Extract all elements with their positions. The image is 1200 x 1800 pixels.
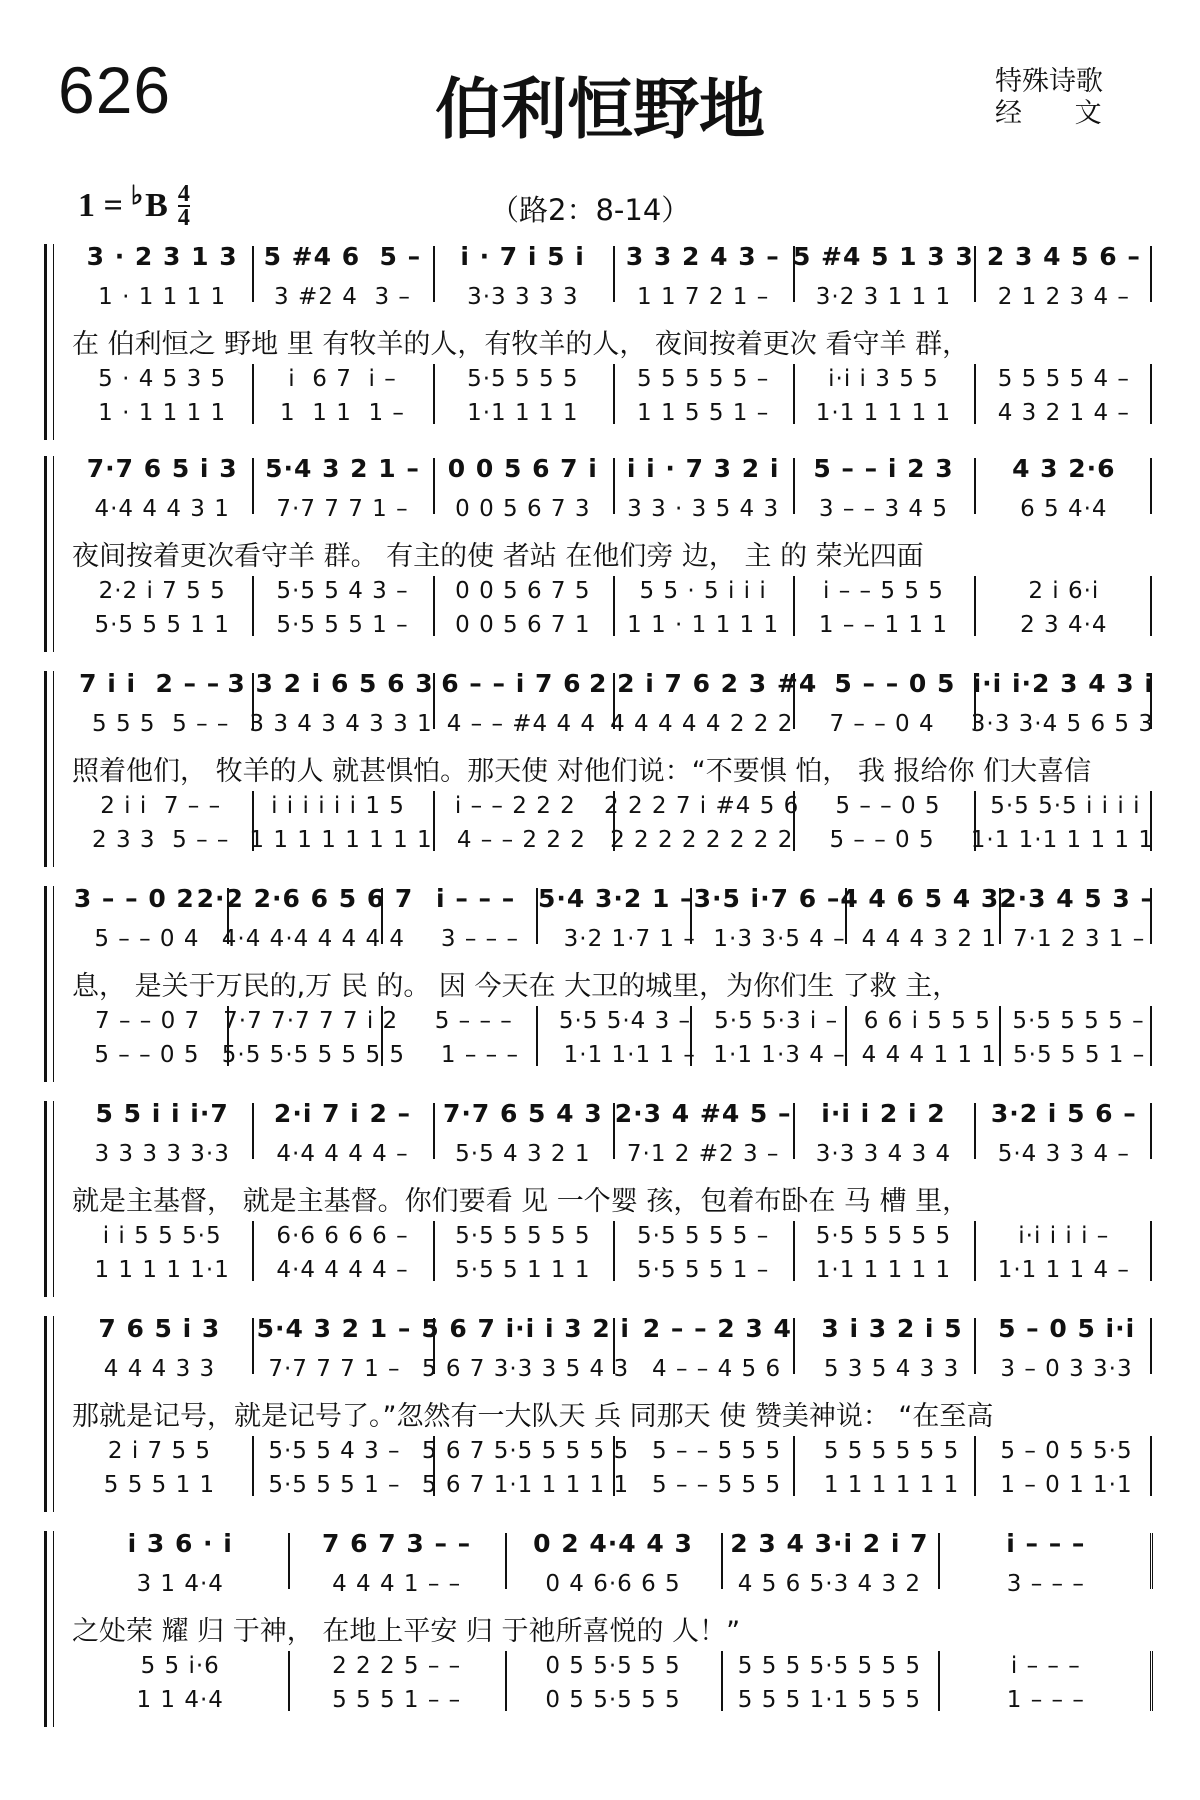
measure: 3 – – 3 4 5: [818, 496, 949, 522]
measure: 5·4 3 3 4 –: [997, 1141, 1130, 1167]
measure: 3 – 0 3 3·3: [1000, 1356, 1133, 1382]
bass-line: [72, 1687, 1154, 1717]
measure: 0 0 5 6 7 5: [455, 578, 591, 604]
time-signature: [178, 183, 190, 229]
measure: i·i i·2 3 4 3 i: [972, 669, 1154, 698]
measure: 5·5 5 5 1 –: [1013, 1042, 1146, 1068]
bar-line: [613, 673, 615, 729]
measure: 5 – – 0 5: [94, 1042, 200, 1068]
measure: 2 3 4 5 6 –: [986, 242, 1141, 271]
measure: 0 0 5 6 7 1: [455, 612, 591, 638]
bar-line: [793, 364, 795, 424]
measure: 1 – 0 1 1·1: [1000, 1472, 1133, 1498]
measure: 1 1 5 5 1 –: [637, 400, 770, 426]
measure: 4 – – 2 2 2: [456, 827, 586, 853]
measure: i·i i i i –: [1018, 1223, 1110, 1249]
measure: 4·4 4 4 4 –: [276, 1257, 409, 1283]
measure: i·i i 3 5 5: [828, 366, 939, 392]
measure: 3 3 3 3 3·3: [94, 1141, 230, 1167]
hymn-title: 伯利恒野地: [435, 71, 765, 148]
measure: 2 3 4 3·i 2 i 7: [730, 1529, 929, 1558]
measure: 4 4 4 3 2 1: [861, 926, 998, 952]
bass-line: [72, 1042, 1154, 1072]
bar-line: [252, 246, 254, 302]
measure: 3·2 1·7 1 –: [563, 926, 696, 952]
bar-line: [613, 246, 615, 302]
measure: 5·5 5·4 3 –: [558, 1008, 692, 1034]
key-prefix: 1 =: [78, 187, 123, 224]
tenor-line: [72, 1008, 1154, 1038]
measure: 1·1 1·3 4 –: [713, 1042, 846, 1068]
measure: 6 – – i 7 6: [441, 669, 582, 698]
system-brace: [44, 456, 61, 652]
measure: 2·i 7 i 2 –: [273, 1099, 412, 1128]
measure: i 6 7 i –: [288, 366, 397, 392]
measure: 3·3 3 3 3: [467, 284, 579, 310]
bar-line: [1150, 1103, 1152, 1159]
bar-line: [1150, 364, 1152, 424]
measure: 5·5 4 3 2 1: [455, 1141, 591, 1167]
bar-line: [613, 1103, 615, 1159]
measure: 7 6 7 3 – –: [322, 1529, 472, 1558]
bar-line: [252, 1436, 254, 1496]
measure: 5·5 5 5 5 5: [815, 1223, 952, 1249]
measure: 2 i i 7 – –: [100, 793, 222, 819]
measure: 2 i 7 5 5: [107, 1438, 212, 1464]
measure: 5 #4 6 5 –: [263, 242, 422, 271]
measure: 7 i i 2 – –: [79, 669, 221, 698]
measure: 2 i 6·i: [1028, 578, 1100, 604]
bar-line: [1150, 458, 1152, 514]
measure: 1 · 1 1 1 1: [98, 284, 227, 310]
measure: 5·5 5 5 1 –: [637, 1257, 770, 1283]
measure: i·i i 2 i 2: [821, 1099, 946, 1128]
bar-line: [690, 1006, 692, 1066]
measure: 1 · 1 1 1 1: [98, 400, 227, 426]
bar-line: [793, 791, 795, 851]
bar-line: [1150, 576, 1152, 636]
bar-line: [938, 1533, 940, 1589]
measure: 1 – – –: [440, 1042, 519, 1068]
category-line-2: 经 文: [995, 98, 1124, 129]
measure: i i · 7 3 2 i: [626, 454, 780, 483]
measure: 5·5 5 5 1 –: [268, 1472, 401, 1498]
bar-line: [252, 458, 254, 514]
measure: 1·3 3·5 4 –: [713, 926, 846, 952]
measure: 5 – 0 5 5·5: [1000, 1438, 1133, 1464]
measure: 3·3 3·4 5 6 5 3: [970, 711, 1155, 737]
score-system: [44, 450, 1154, 652]
tenor-line: [72, 1653, 1154, 1683]
score-system: [44, 1525, 1154, 1727]
measure: 7 – – 0 7: [95, 1008, 201, 1034]
measure: 1 – – 1 1 1: [818, 612, 949, 638]
measure: 3 1 4·4: [136, 1571, 224, 1597]
alto-line: [72, 1571, 1154, 1601]
system-brace: [44, 671, 61, 867]
bar-line: [845, 1006, 847, 1066]
measure: 5 5 5 5 4 –: [997, 366, 1130, 392]
measure: 3·3 3 4 3 4: [815, 1141, 952, 1167]
measure: 5 – – i 2 3: [813, 454, 954, 483]
measure: 1·1 1 1 1: [467, 400, 579, 426]
time-top: 4: [177, 181, 190, 207]
measure: 0 5 5·5 5 5: [545, 1653, 681, 1679]
bar-line: [974, 364, 976, 424]
bar-line: [433, 576, 435, 636]
measure: 5 5 i·6: [140, 1653, 220, 1679]
measure: i – – –: [1010, 1653, 1081, 1679]
bar-line: [252, 791, 254, 851]
flat-icon: ♭: [130, 181, 144, 210]
measure: 5 · 4 5 3 5: [98, 366, 227, 392]
measure: 4 4 4 3 3: [103, 1356, 216, 1382]
score-system: [44, 1095, 1154, 1297]
system-brace: [44, 1316, 61, 1512]
measure: 0 0 5 6 7 i: [447, 454, 598, 483]
score-system: [44, 1310, 1154, 1512]
measure: 0 5 5·5 5 5: [545, 1687, 681, 1713]
bar-line: [613, 576, 615, 636]
measure: 4 – – 4 5 6: [652, 1356, 782, 1382]
bar-line: [505, 1533, 507, 1589]
measure: 4 3 2 1 4 –: [997, 400, 1130, 426]
bar-line: [613, 1436, 615, 1496]
measure: 1 1 1 1 –: [280, 400, 405, 426]
bar-line: [433, 791, 435, 851]
measure: 6 5 4·4: [1020, 496, 1108, 522]
bar-line: [721, 1651, 723, 1711]
measure: 7 – – 0 4: [829, 711, 935, 737]
measure: i i 5 5 5·5: [102, 1223, 222, 1249]
bar-line: [1150, 673, 1152, 729]
measure: 1 – – –: [1006, 1687, 1085, 1713]
measure: 2 – – 2 3 4: [642, 1314, 792, 1343]
bar-line: [381, 888, 383, 944]
measure: 4·4 4 4 3 1: [94, 496, 230, 522]
score-system: [44, 880, 1154, 1082]
bar-line: [252, 673, 254, 729]
measure: 5 3 5 4 3 3: [823, 1356, 960, 1382]
measure: 5·5 5 5 5 –: [637, 1223, 770, 1249]
bar-line: [793, 458, 795, 514]
bar-line: [793, 1436, 795, 1496]
measure: 2 2 i 7 6 2 3 #4: [589, 669, 818, 698]
measure: 5·5 5 5 5: [467, 366, 579, 392]
measure: 0 2 4·4 4 3: [533, 1529, 693, 1558]
measure: 5 5 5 1 1: [103, 1472, 216, 1498]
measure: 2 3 3 5 – –: [92, 827, 230, 853]
bar-line: [613, 458, 615, 514]
bar-line: [974, 1436, 976, 1496]
measure: 3·2 i 5 6 –: [990, 1099, 1137, 1128]
measure: 7·1 2 3 1 –: [1013, 926, 1146, 952]
bar-line: [1150, 1533, 1159, 1589]
bar-line: [1150, 1436, 1152, 1496]
bar-line: [288, 1533, 290, 1589]
system-brace: [44, 886, 61, 1082]
bar-line: [433, 364, 435, 424]
measure: 5·4 3·2 1 –: [537, 884, 694, 913]
bar-line: [252, 1318, 254, 1374]
measure: 5 – – 0 5: [835, 793, 941, 819]
bar-line: [613, 791, 615, 851]
measure: 1·1 1·1 1 –: [563, 1042, 696, 1068]
measure: 3·2 3 1 1 1: [815, 284, 952, 310]
measure: 5 5 5 5 – –: [92, 711, 230, 737]
measure: i 3 6 · i: [127, 1529, 233, 1558]
measure: i – – 2 2 2: [454, 793, 576, 819]
measure: 5 5 5 5·5 5 5 5: [737, 1653, 922, 1679]
measure: 7·7 7·7 7 7 i 2: [223, 1008, 399, 1034]
bar-line: [433, 673, 435, 729]
bar-line: [1150, 791, 1152, 851]
measure: 5·5 5·5 i i i i: [990, 793, 1141, 819]
measure: 3 #2 4 3 –: [274, 284, 411, 310]
measure: 4 4 4 1 1 1: [861, 1042, 998, 1068]
bar-line: [227, 1006, 229, 1066]
lyrics-line: 在 伯利恒之 野地 里 有牧羊的人，有牧羊的人， 夜间按着更次 看守羊 群，: [72, 329, 970, 360]
measure: 3 – – 0 2: [73, 884, 195, 913]
measure: 3 3 4 3 4 3 3 1: [249, 711, 433, 737]
bar-line: [613, 1318, 615, 1374]
measure: 2 1 2 3 4 –: [997, 284, 1130, 310]
measure: 0 0 5 6 7 3: [455, 496, 591, 522]
key-signature: [78, 183, 190, 229]
measure: 2·2 2·6 6 5 6 7: [196, 884, 414, 913]
key-note: B: [145, 187, 168, 224]
bar-line: [974, 791, 976, 851]
bar-line: [690, 888, 692, 944]
measure: 2 2 2 5 – –: [332, 1653, 462, 1679]
bar-line: [721, 1533, 723, 1589]
lyrics-line: 那就是记号，就是记号了。”忽然有一大队天 兵 同那天 使 赞美神说： “在至高: [72, 1401, 994, 1432]
bar-line: [938, 1651, 940, 1711]
measure: 5·5 5 5 1 1: [94, 612, 230, 638]
measure: 5 – – –: [434, 1008, 513, 1034]
bar-line: [433, 246, 435, 302]
measure: 5·4 3 2 1 –: [256, 1314, 412, 1343]
measure: 4 5 6 5·3 4 3 2: [737, 1571, 922, 1597]
measure: 5 5 5 5 5 –: [637, 366, 770, 392]
alto-line: [72, 926, 1154, 956]
scripture-reference: （路2：8-14）: [490, 193, 691, 227]
measure: 3 3 2 4 3 –: [625, 242, 780, 271]
bar-line: [999, 1006, 1001, 1066]
measure: 1 1 1 1 1 1 1 1: [249, 827, 433, 853]
measure: 5 6 7 1·1 1 1 1 1: [421, 1472, 630, 1498]
measure: 1·1 1 1 4 –: [997, 1257, 1130, 1283]
measure: i – – –: [1006, 1529, 1086, 1558]
measure: 3 i 3 2 i 5: [821, 1314, 963, 1343]
measure: 2 2 2 7 i #4 5 6: [604, 793, 800, 819]
bar-line: [974, 576, 976, 636]
measure: i – – –: [436, 884, 516, 913]
time-bottom: 4: [177, 205, 190, 231]
measure: 5 6 7 5·5 5 5 5 5: [421, 1438, 630, 1464]
measure: 1 1 · 1 1 1 1: [627, 612, 780, 638]
bar-line: [974, 458, 976, 514]
system-brace: [44, 1531, 61, 1727]
measure: 1·1 1 1 1 1: [815, 1257, 952, 1283]
measure: 5 5 i i i·7: [95, 1099, 229, 1128]
bar-line: [974, 1318, 976, 1374]
measure: 7·7 6 5 4 3: [442, 1099, 603, 1128]
measure: 5 – – 0 5: [834, 669, 956, 698]
measure: 4 4 6 5 4 3: [840, 884, 1000, 913]
bar-line: [974, 1103, 976, 1159]
bar-line: [505, 1651, 507, 1711]
measure: 6 6 i 5 5 5: [863, 1008, 991, 1034]
measure: 5 – – 5 5 5: [652, 1438, 782, 1464]
measure: 1 1 1 1 1·1: [94, 1257, 230, 1283]
system-brace: [44, 1101, 61, 1297]
lyrics-line: 之处荣 耀 归 于神， 在地上平安 归 于祂所喜悦的 人！”: [72, 1616, 741, 1647]
measure: 5 5 5 5 5 5: [823, 1438, 960, 1464]
measure: 5 5 5 1 – –: [332, 1687, 462, 1713]
measure: 6·6 6 6 6 –: [276, 1223, 409, 1249]
bar-line: [793, 246, 795, 302]
lyrics-line: 夜间按着更次看守羊 群。 有主的使 者站 在他们旁 边， 主 的 荣光四面: [72, 541, 924, 572]
measure: 5·5 5 1 1 1: [455, 1257, 591, 1283]
hymn-category: [995, 66, 1125, 130]
measure: 5 – – 0 4: [94, 926, 200, 952]
soprano-line: [72, 884, 1154, 914]
bar-line: [288, 1651, 290, 1711]
measure: 5·5 5·5 5 5 5 5: [221, 1042, 406, 1068]
bar-line: [1150, 1318, 1152, 1374]
measure: 5·5 5 4 3 –: [268, 1438, 401, 1464]
bar-line: [227, 888, 229, 944]
measure: 7·7 6 5 i 3: [86, 454, 238, 483]
bar-line: [1150, 1006, 1152, 1066]
hymn-number: 626: [58, 53, 172, 127]
bar-line: [793, 1103, 795, 1159]
lyrics-line: 息， 是关于万民的,万 民 的。 因 今天在 大卫的城里，为你们生 了救 主，: [72, 971, 960, 1002]
measure: 4 – – #4 4 4: [446, 711, 597, 737]
lyrics-line: 照着他们， 牧羊的人 就甚惧怕。那天使 对他们说：“不要惧 怕， 我 报给你 们大喜信: [72, 756, 1092, 787]
measure: 4 3 2·6: [1012, 454, 1116, 483]
measure: i – – 5 5 5: [823, 578, 944, 604]
bar-line: [252, 364, 254, 424]
measure: 5 6 7 3·3 3 5 4 3: [421, 1356, 630, 1382]
measure: 5·4 3 2 1 –: [265, 454, 420, 483]
bar-line: [999, 888, 1001, 944]
measure: 5 #4 5 1 3 3: [792, 242, 974, 271]
measure: 5·5 5·3 i –: [714, 1008, 839, 1034]
measure: 2 3 4·4: [1020, 612, 1108, 638]
bar-line: [1150, 1221, 1152, 1281]
measure: 5·5 5 5 1 –: [276, 612, 409, 638]
system-brace: [44, 244, 61, 440]
bar-line: [845, 888, 847, 944]
measure: i · 7 i 5 i: [460, 242, 585, 271]
bar-line: [1150, 888, 1152, 944]
measure: 4 4 4 4 4 2 2 2: [610, 711, 794, 737]
measure: 2·2 i 7 5 5: [98, 578, 226, 604]
bar-line: [974, 673, 976, 729]
measure: 5 – – 5 5 5: [652, 1472, 782, 1498]
measure: 1·1 1 1 1 1: [815, 400, 952, 426]
lyrics-line: 就是主基督， 就是主基督。你们要看 见 一个婴 孩，包着布卧在 马 槽 里，: [72, 1186, 970, 1217]
measure: 1 1 1 1 1 1: [823, 1472, 960, 1498]
bar-line: [252, 1221, 254, 1281]
bar-line: [613, 1221, 615, 1281]
measure: 3 – – –: [440, 926, 519, 952]
measure: 1 1 4·4: [136, 1687, 224, 1713]
measure: 7·1 2 #2 3 –: [626, 1141, 780, 1167]
bar-line: [793, 673, 795, 729]
measure: 7·7 7 7 1 –: [268, 1356, 401, 1382]
measure: i i i i i i 1 5: [271, 793, 405, 819]
measure: 2 2 2 2 2 2 2 2: [610, 827, 794, 853]
measure: 3 3 2 i 6 5 6 3: [227, 669, 434, 698]
bar-line: [433, 1318, 435, 1374]
measure: 5·5 5 5 5 5: [455, 1223, 591, 1249]
score-system: [44, 238, 1154, 440]
bar-line: [252, 576, 254, 636]
measure: 2·3 4 #4 5 –: [614, 1099, 792, 1128]
measure: 5 – – 0 5: [829, 827, 935, 853]
measure: 0 4 6·6 6 5: [545, 1571, 681, 1597]
measure: 4·4 4 4 4 –: [276, 1141, 409, 1167]
measure: 5 6 7 i·i i 3 2 i: [421, 1314, 630, 1343]
measure: 7 6 5 i 3: [98, 1314, 221, 1343]
measure: 1·1 1·1 1 1 1 1: [970, 827, 1155, 853]
bar-line: [1150, 1651, 1159, 1711]
measure: 3·5 i·7 6 –: [693, 884, 841, 913]
bar-line: [793, 1318, 795, 1374]
bar-line: [613, 364, 615, 424]
measure: 5 5 · 5 i i i: [639, 578, 767, 604]
measure: 4 4 4 1 – –: [332, 1571, 462, 1597]
bar-line: [536, 1006, 538, 1066]
bar-line: [974, 1221, 976, 1281]
measure: 3 · 2 3 1 3: [86, 242, 238, 271]
score-system: [44, 665, 1154, 867]
bar-line: [433, 458, 435, 514]
bar-line: [433, 1103, 435, 1159]
measure: 2·3 4 5 3 –: [999, 884, 1155, 913]
bar-line: [1150, 246, 1152, 302]
bar-line: [536, 888, 538, 944]
measure: 4·4 4·4 4 4 4 4: [221, 926, 406, 952]
bar-line: [793, 576, 795, 636]
measure: 5 5 5 1·1 5 5 5: [737, 1687, 922, 1713]
measure: 5·5 5 5 5 –: [1012, 1008, 1145, 1034]
measure: 3 3 · 3 5 4 3: [627, 496, 780, 522]
category-line-1: 特殊诗歌: [995, 66, 1103, 97]
bar-line: [793, 1221, 795, 1281]
measure: 1 1 7 2 1 –: [637, 284, 770, 310]
measure: 5·5 5 4 3 –: [276, 578, 409, 604]
bar-line: [381, 1006, 383, 1066]
measure: 3 – – –: [1006, 1571, 1085, 1597]
soprano-line: [72, 1529, 1154, 1559]
bar-line: [433, 1221, 435, 1281]
measure: 5 – 0 5 i·i: [998, 1314, 1136, 1343]
bar-line: [252, 1103, 254, 1159]
measure: 7·7 7 7 1 –: [276, 496, 409, 522]
bar-line: [433, 1436, 435, 1496]
bar-line: [974, 246, 976, 302]
